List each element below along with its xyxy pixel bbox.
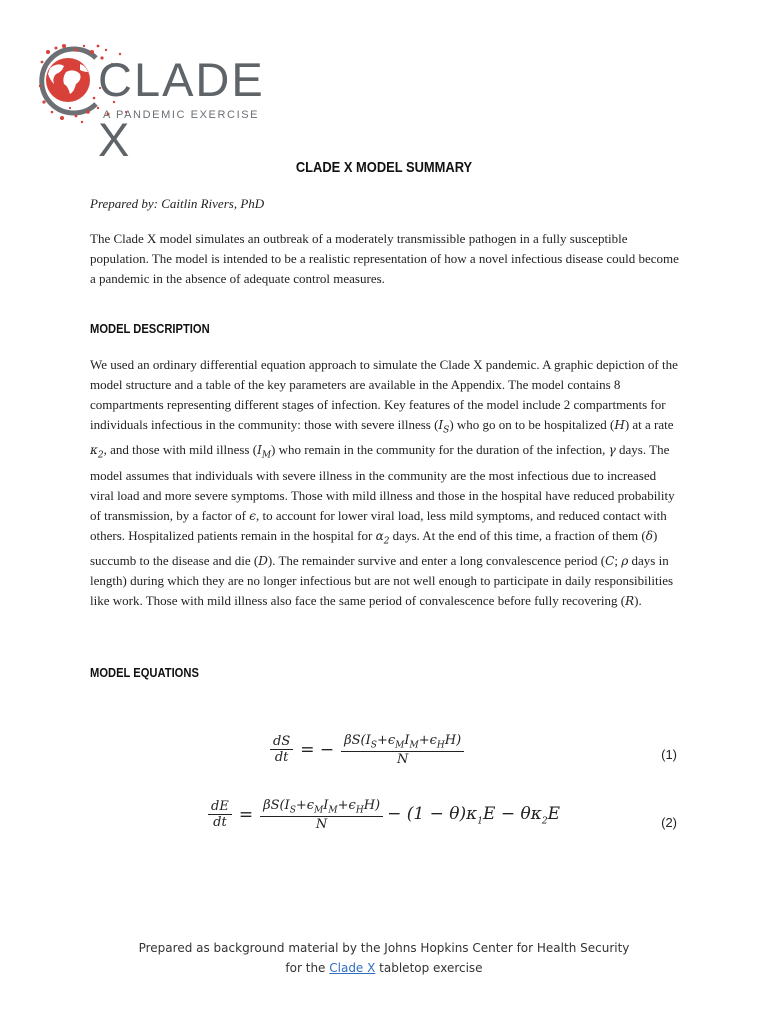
- intro-paragraph: The Clade X model simulates an outbreak of a moderately transmissible pathogen in a fully susceptible population. The model is intended to be a realistic representation of how a novel infectious disease could become a pandemic in the absence of adequate control measures.: [90, 231, 679, 286]
- equation-1-number: (1): [661, 747, 677, 762]
- footer-line-1: Prepared as background material by the Johns Hopkins Center for Health Security: [138, 941, 630, 955]
- equation-2-number: (2): [661, 815, 677, 830]
- clade-x-link[interactable]: Clade X: [329, 961, 376, 975]
- section-heading-description: MODEL DESCRIPTION: [90, 321, 210, 336]
- equation-2: $\frac{dE}{dt}$ = $\frac{\beta S(I_S+\epsilon_MI_M+\epsilon_HH)}{N}$ − $(1 - \theta)\kappa_1E - \theta\kappa_2E$: [208, 798, 560, 832]
- section-heading-equations: MODEL EQUATIONS: [90, 665, 199, 680]
- description-paragraph: We used an ordinary differential equation approach to simulate the Clade X pandemic. A graphic depiction of the model structure and a table of the key parameters are available in the Appendix. The model contains 8 compartments representing different stages of infection. Key features of the model include 2 compartments for individuals infectious in the community: those with severe illness $(I_S)$ who go on to be hospitalized (H) at a rate $\kappa_2$, and those with mild illness $(I_M)$ who remain in the community for the duration of the infection, γ days. The model assumes that individuals with severe illness in the community are the most infectious due to increased viral load and more severe symptoms. Those with mild illness and those in the hospital have reduced probability of transmission, by a factor of ϵ, to account for lower viral load, less mild symptoms, and reduced contact with others. Hospitalized patients remain in the hospital for $\alpha_2$ days. At the end of this time, a fraction of them (δ) succumb to the disease and die (D). The remainder survive and enter a long convalescence period (C; ρ days in length) during which they are no longer infectious but are not well enough to participate in daily responsibilities like work. Those with mild illness also face the same period of convalescence before fully recovering (R).: [90, 357, 678, 609]
- document-title: CLADE X MODEL SUMMARY: [295, 159, 473, 176]
- logo-title: CLADE X: [98, 53, 265, 166]
- equation-1: $\frac{dS}{dt}$ = − $\frac{\beta S(I_S+\epsilon_MI_M+\epsilon_HH)}{N}$: [270, 733, 464, 767]
- prepared-by: Prepared by: Caitlin Rivers, PhD: [90, 196, 265, 211]
- clade-x-logo: [36, 42, 286, 166]
- footer-line-2: for the Clade X tabletop exercise: [285, 961, 483, 975]
- logo-subtitle: A PANDEMIC EXERCISE: [103, 109, 260, 121]
